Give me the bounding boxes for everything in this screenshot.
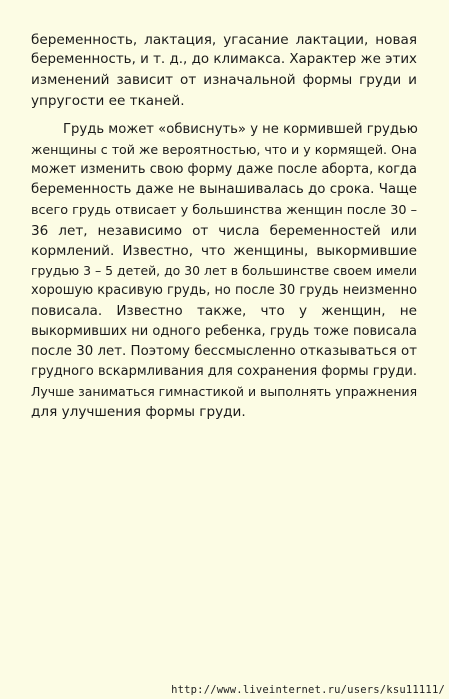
paragraph	[31, 120, 417, 423]
text-line: может изменить свою форму даже после аборта, когда	[31, 162, 417, 178]
text-line: упругости ее тканей.	[31, 92, 185, 109]
text-line: беременность, и т. д., до климакса. Характер же этих	[31, 52, 417, 68]
text-line: Грудь может «обвиснуть» у не кормившей грудью	[63, 121, 418, 137]
body-text	[31, 30, 417, 423]
text-line: 36 лет, независимо от числа беременностей или	[31, 222, 417, 239]
paragraph	[31, 30, 417, 111]
text-line: для улучшения формы груди.	[31, 404, 246, 421]
text-line: Лучше заниматься гимнастикой и выполнять упражнения	[31, 384, 418, 400]
text-line: после 30 лет. Поэтому бессмысленно отказываться от	[31, 343, 417, 359]
text-line: беременность даже не вынашивалась до срока. Чаще	[31, 182, 417, 198]
text-line: женщины с той же вероятностью, что и у кормящей. Она	[31, 141, 417, 157]
text-line: беременность, лактация, угасание лактации, новая	[31, 32, 417, 48]
text-line: изменений зависит от изначальной формы груди и	[31, 72, 417, 89]
text-line: выкормивших ни одного ребенка, грудь тоже повисала	[31, 323, 417, 339]
text-line: повисала. Известно также, что у женщин, не	[31, 303, 417, 320]
text-line: кормлений. Известно, что женщины, выкормившие	[31, 242, 417, 259]
text-line: всего грудь отвисает у большинства женщин после 30 –	[31, 202, 417, 218]
text-line: грудью 3 – 5 детей, до 30 лет в большинстве своем имели	[31, 263, 417, 279]
text-line: хорошую красивую грудь, но после 30 грудь неизменно	[31, 283, 417, 299]
text-line: грудного вскармливания для сохранения формы груди.	[31, 364, 417, 379]
watermark-url: http://www.liveinternet.ru/users/ksu11111/	[171, 684, 445, 696]
